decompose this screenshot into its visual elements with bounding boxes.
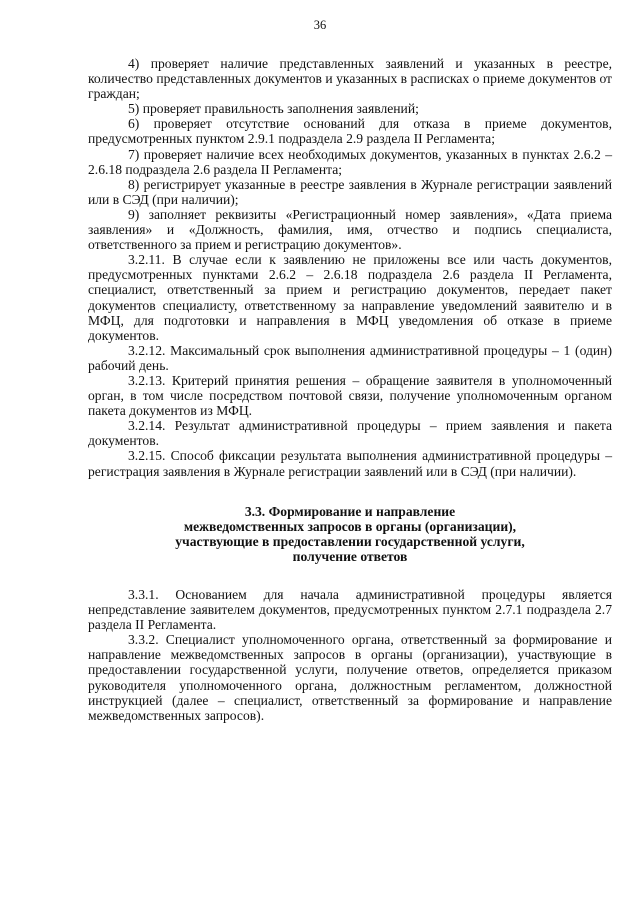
- document-body: [88, 56, 612, 723]
- paragraph-3-2-15: 3.2.15. Способ фиксации результата выполнения административной процедуры – регистрация заявления в Журнале регистрации заявлений или в СЭД (при наличии).: [88, 448, 612, 479]
- paragraph-item-5: 5) проверяет правильность заполнения заявлений;: [128, 101, 419, 117]
- paragraph-3-3-2: 3.3.2. Специалист уполномоченного органа, ответственный за формирование и направление межведомственных запросов в органы (организации), участвующие в предоставлении государственной услуги, получение ответов, определяется приказом руководителя уполномоченного органа, должностным регламентом, должностной инструкцией (далее – специалист, ответственный за формирование и направление межведомственных запросов).: [88, 632, 612, 723]
- paragraph-item-7: 7) проверяет наличие всех необходимых документов, указанных в пунктах 2.6.2 –2.6.18 подраздела 2.6 раздела II Регламента;: [88, 146, 612, 177]
- paragraph-3-2-14: 3.2.14. Результат административной процедуры – прием заявления и пакета документов.: [88, 418, 612, 449]
- paragraph-3-2-11: 3.2.11. В случае если к заявлению не приложены все или часть документов, предусмотренных пунктами 2.6.2 – 2.6.18 подраздела 2.6 раздела II Регламента, специалист, ответственный за прием и регистрацию документов, передает пакет документов специалисту, ответственному за направление уведомлений заявителю и в МФЦ, для подготовки и направления в МФЦ уведомления об отказе в приеме документов.: [88, 252, 612, 343]
- section-heading-line: 3.3. Формирование и направление: [244, 503, 456, 519]
- section-heading-line: межведомственных запросов в органы (организации),: [183, 518, 517, 534]
- paragraph-3-2-12: 3.2.12. Максимальный срок выполнения административной процедуры – 1 (один) рабочий день.: [88, 342, 612, 373]
- page-number: 36: [313, 18, 327, 32]
- paragraph-item-9: 9) заполняет реквизиты «Регистрационный номер заявления», «Дата приема заявления» и «Должность, фамилия, имя, отчество и подпись специалиста, ответственного за прием и регистрацию документов».: [88, 206, 612, 253]
- section-heading-3-3: [88, 504, 612, 564]
- paragraph-item-8: 8) регистрирует указанные в реестре заявления в Журнале регистрации заявлений или в СЭД (при наличии);: [88, 176, 612, 207]
- paragraph-item-4: 4) проверяет наличие представленных заявлений и указанных в реестре, количество представленных документов и указанных в расписках о приеме документов от граждан;: [88, 56, 612, 102]
- paragraph-item-6: 6) проверяет отсутствие оснований для отказа в приеме документов, предусмотренных пунктом 2.9.1 подраздела 2.9 раздела II Регламента;: [88, 116, 612, 147]
- paragraph-3-2-13: 3.2.13. Критерий принятия решения – обращение заявителя в уполномоченный орган, в том числе посредством почтовой связи, получение уполномоченным органом пакета документов из МФЦ.: [88, 372, 612, 419]
- section-heading-line: получение ответов: [292, 548, 408, 564]
- section-heading-line: участвующие в предоставлении государственной услуги,: [175, 533, 525, 549]
- paragraph-3-3-1: 3.3.1. Основанием для начала административной процедуры является непредставление заявителем документов, предусмотренных пунктом 2.7.1 подраздела 2.7 раздела II Регламента.: [88, 587, 612, 633]
